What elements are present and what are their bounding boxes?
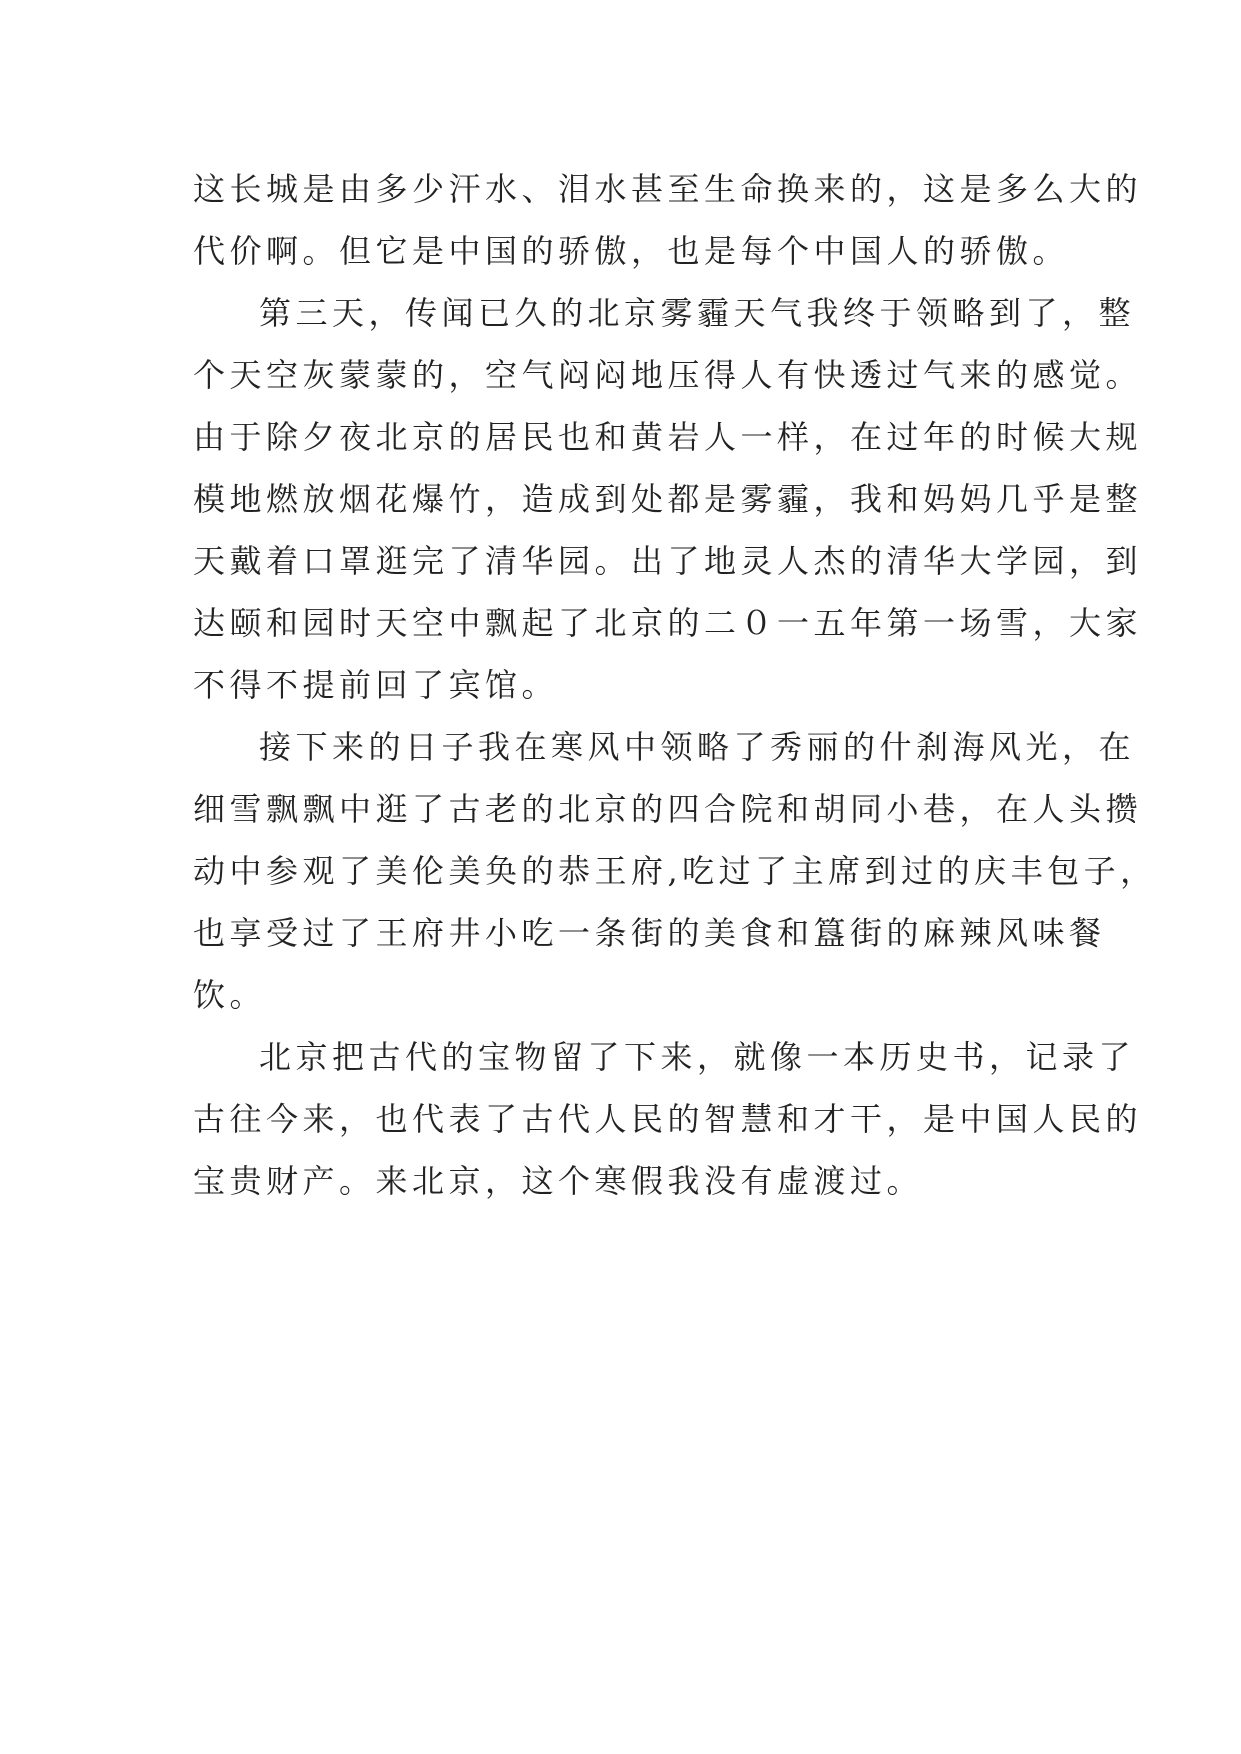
text-line: 天戴着口罩逛完了清华园。出了地灵人杰的清华大学园，到 — [193, 542, 1143, 580]
text-line: 细雪飘飘中逛了古老的北京的四合院和胡同小巷，在人头攒 — [193, 790, 1143, 828]
text-line: 不得不提前回了宾馆。 — [193, 666, 559, 704]
paragraph-start-line: 第三天，传闻已久的北京雾霾天气我终于领略到了，整 — [259, 294, 1136, 332]
text-line: 这长城是由多少汗水、泪水甚至生命换来的，这是多么大的 — [193, 170, 1143, 208]
document-body — [193, 158, 1157, 1212]
text-line: 饮。 — [193, 976, 267, 1014]
text-line: 达颐和园时天空中飘起了北京的二０一五年第一场雪，大家 — [193, 604, 1143, 642]
text-line: 动中参观了美伦美奂的恭王府,吃过了主席到过的庆丰包子， — [193, 852, 1157, 890]
text-line: 宝贵财产。来北京，这个寒假我没有虚渡过。 — [193, 1162, 924, 1200]
text-line: 代价啊。但它是中国的骄傲，也是每个中国人的骄傲。 — [193, 232, 1070, 270]
paragraph-start-line: 接下来的日子我在寒风中领略了秀丽的什刹海风光，在 — [259, 728, 1136, 766]
paragraph-start-line: 北京把古代的宝物留了下来，就像一本历史书，记录了 — [259, 1038, 1136, 1076]
text-line: 古往今来，也代表了古代人民的智慧和才干，是中国人民的 — [193, 1100, 1143, 1138]
text-line: 个天空灰蒙蒙的，空气闷闷地压得人有快透过气来的感觉。 — [193, 356, 1143, 394]
text-line: 模地燃放烟花爆竹，造成到处都是雾霾，我和妈妈几乎是整 — [193, 480, 1143, 518]
text-line: 也享受过了王府井小吃一条街的美食和簋街的麻辣风味餐 — [193, 914, 1106, 952]
text-line: 由于除夕夜北京的居民也和黄岩人一样，在过年的时候大规 — [193, 418, 1143, 456]
